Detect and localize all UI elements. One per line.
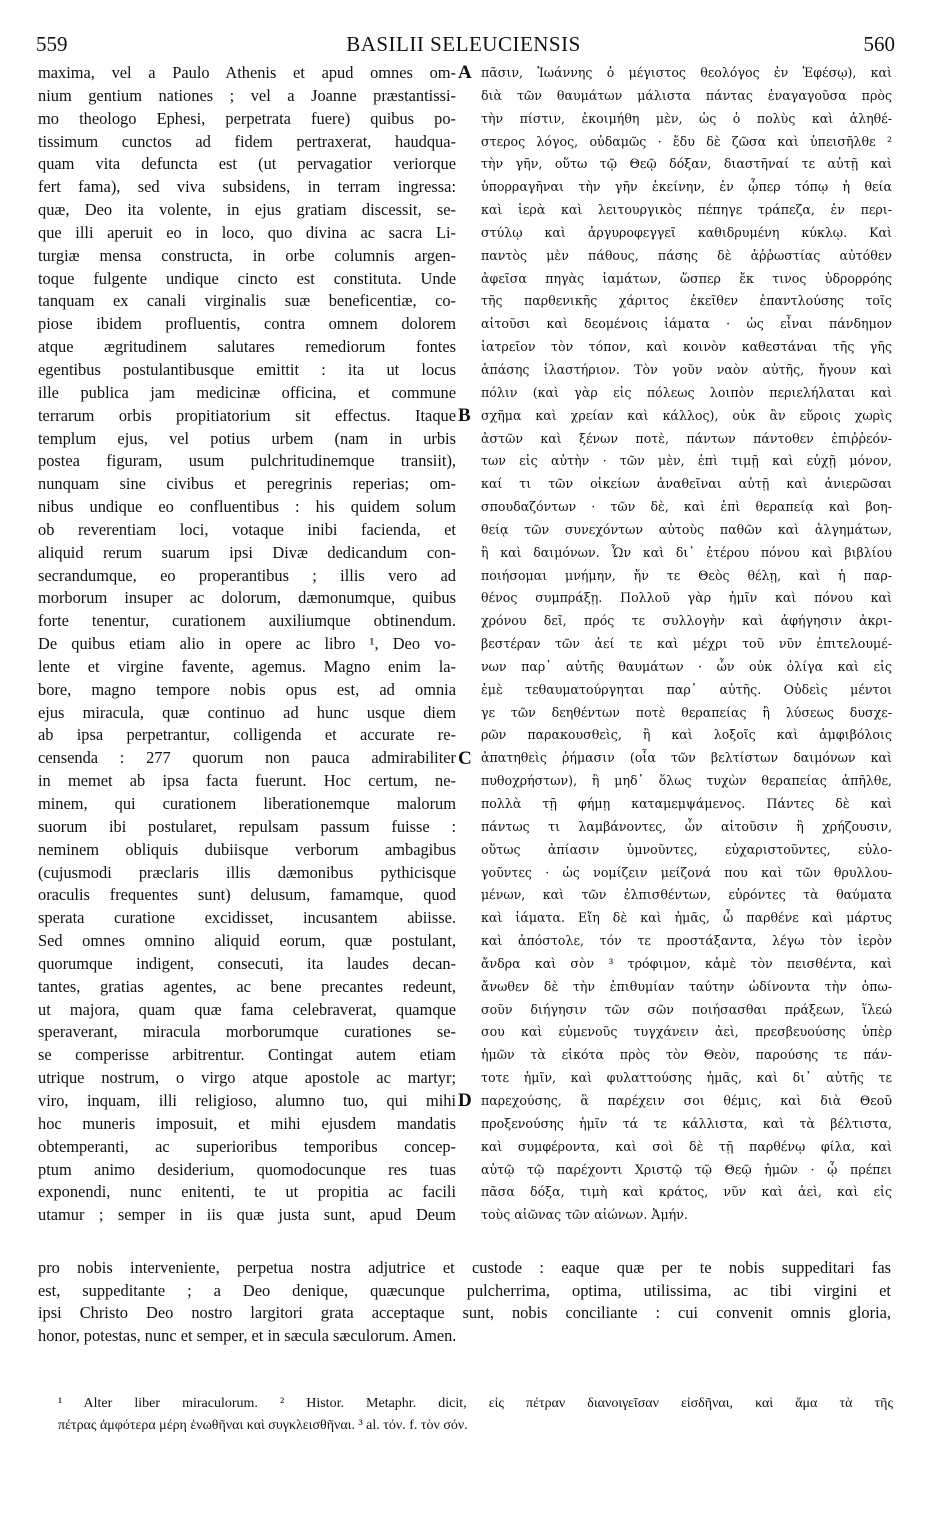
greek-text-line: οὕτως ἀπίασιν ὑμνοῦντες, εὐχαριστοῦντες, εὐλο- [481, 841, 892, 857]
greek-text-line: προξενούσης ἡμῖν τά τε κάλλιστα, καὶ τὰ βέλτιστα, [481, 1115, 892, 1131]
greek-text-line: σχῆμα καὶ χρείαν καὶ κάλλος), οὐκ ἂν εὕροις χωρὶς [481, 407, 892, 423]
margin-letter-d: D [458, 1090, 472, 1111]
latin-text-line: morborum insuper ac dolorum, dæmonumque, quibus [38, 588, 456, 608]
greek-text-line: ἀστῶν καὶ ξένων ποτὲ, πάντων πάντοθεν ἐπιῤῥεόν- [481, 430, 892, 446]
page-number-left: 559 [36, 32, 68, 56]
latin-text-line: censenda : 277 quorum non pauca admirabiliter [38, 748, 456, 768]
greek-text-line: ἄνδρα καὶ σὸν ³ τρόφιμον, κἀμὲ τὸν πεισθέντα, καὶ [481, 955, 892, 971]
footnote-line: ¹ Alter liber miraculorum. ² Histor. Metaphr. dicit, εἰς πέτραν διανοιγεῖσαν εἰσδῆναι, καὶ ἅμα τὰ τῆς [58, 1396, 893, 1411]
full-width-text-line: pro nobis interveniente, perpetua nostra adjutrice et custode : eaque quæ per te nobis suppeditari fas [38, 1258, 891, 1277]
latin-text-line: bore, magno tempore nobis opus est, ad omnia [38, 679, 456, 699]
footnotes [58, 1393, 893, 1437]
latin-text-line: nunquam sine civibus et peregrinis reperias; om- [38, 474, 456, 494]
latin-text-line: que illi aperuit eo in loco, quo divina ac sacra Li- [38, 222, 456, 242]
greek-text-line: πολλὰ τῇ φήμῃ καταμεμψάμενος. Πάντες δὲ καὶ [481, 796, 892, 811]
latin-text-line: quæ, Deo ita volente, in ejus gratiam discessit, se- [38, 200, 456, 220]
latin-text-line: turgiæ mensa constructa, in orbe columnis argen- [38, 245, 456, 265]
greek-text-line: καί τι τῶν οἰκείων ἀναθεῖναι αὐτῇ καὶ ἀνιερῶσαι [481, 476, 892, 492]
greek-text-line: παντὸς μὲν πάθους, πάσης δὲ ἀῤῥωστίας αὐτόθεν [481, 247, 892, 263]
margin-letter-c: C [458, 748, 472, 769]
latin-text-line: suorum ibi postularet, repulsam passum fuisse : [38, 816, 456, 836]
latin-text-line: minem, qui curationem liberationemque malorum [38, 794, 456, 813]
latin-text-line: ille publica jam medicinæ officina, et commune [38, 382, 456, 402]
greek-text-line: πᾶσα δόξα, τιμὴ καὶ κράτος, νῦν καὶ ἀεὶ, καὶ εἰς [481, 1184, 892, 1200]
greek-text-line: σπουδαζόντων · τῶν δὲ, καὶ ἐπὶ θεραπείᾳ καὶ βοη- [481, 499, 892, 515]
greek-text-line: καὶ ἰάματα. Εἴη δὲ καὶ ἡμᾶς, ὦ παρθένε καὶ μάρτυς [481, 910, 892, 926]
latin-text-line: lente et virgine favente, agemus. Magno enim la- [38, 656, 456, 676]
greek-text-line: τὴν πίστιν, ἐκοιμήθη μὲν, ὡς ὁ πολὺς καὶ ἀληθέ- [481, 110, 892, 126]
latin-text-line: Sed omnes omnino aliquid eorum, quæ postulant, [38, 931, 456, 951]
latin-text-line: postea figuram, usum pulchritudinemque transiit), [38, 451, 456, 471]
latin-text-line: obtemperanti, ac superioribus temporibus concep- [38, 1136, 456, 1156]
latin-text-line: fert fama), sed viva subsidens, in terram ingressa: [38, 177, 456, 197]
greek-text-line: καὶ συμφέροντα, καὶ σοὶ δὲ τῇ παρθένῳ φίλα, καὶ [481, 1138, 892, 1154]
latin-text-line: piose ibidem profluentis, contra omnem dolorem [38, 314, 456, 334]
latin-text-line: utamur ; semper in iis quæ justa sunt, apud Deum [38, 1205, 456, 1225]
latin-text-line: tanquam ex canali virginalis suæ beneficentiæ, co- [38, 291, 456, 311]
latin-text-line: nium gentium nationes ; vel a Joanne præstantissi- [38, 85, 456, 105]
latin-text-line: in memet ab ipsa facta fuerunt. Hoc certum, ne- [38, 771, 456, 791]
latin-text-line: ejus miracula, quæ continuo ad hunc usque diem [38, 702, 456, 722]
greek-text-line: ἡμῶν τὰ εἰκότα πρὸς τὸν Θεὸν, παρούσης τε πάν- [481, 1047, 892, 1063]
latin-text-line: viro, inquam, illi religioso, alumno tuo, qui mihi [38, 1090, 456, 1110]
greek-text-line: τῆς παρθενικῆς χάριτος ἐκεῖθεν ἐπαντλούσης τοῖς [481, 293, 892, 309]
full-width-paragraph [38, 1257, 891, 1347]
greek-text-line: καὶ ἀπόστολε, τόν τε προστάξαντα, λέγω τὸν ἱερὸν [481, 933, 892, 949]
full-width-text-line: ipsi Christo Deo nostro largitori grata acceptaque sunt, nobis conciliante : cui convenit omnis gloria, [38, 1303, 891, 1323]
greek-text-line: θείᾳ τῶν συνεχόντων αὐτοὺς παθῶν καὶ ἀλγημάτων, [481, 521, 892, 537]
latin-text-line: (cujusmodi præclaris illis dæmonibus pythicisque [38, 862, 456, 882]
greek-text-line: των εἰς αὐτὴν · τῶν μὲν, ἐπὶ τιμῇ καὶ εὐχῇ μόνον, [481, 453, 892, 469]
latin-text-line: terrarum orbis propitiatorium sit effectus. Itaque [38, 405, 456, 425]
greek-text-line: ὑπορραγῆναι τὴν γῆν ἐκείνην, ἐν ᾧπερ τόπῳ ἡ θεία [481, 179, 892, 195]
latin-text-line: atque ægritudinem salutares remediorum fontes [38, 337, 456, 357]
greek-text-line: διὰ τῶν θαυμάτων μάλιστα πάντας ἐναγαγοῦσα πρὸς [481, 87, 892, 103]
full-width-text-line: est, suppeditante ; a Deo denique, quæcunque pulcherrima, optima, utilissima, ac tibi virgini et [38, 1280, 891, 1300]
latin-text-line: tantes, gratias agentes, ac bene precantes redeunt, [38, 976, 456, 996]
latin-text-line: mo theologo Ephesi, perpetrata fuere) quibus po- [38, 108, 456, 128]
greek-text-line: χρόνου δεῖ, πρός τε συλλογὴν καὶ ἀφήγησιν ἀκρι- [481, 613, 892, 629]
greek-text-line: αὐτῷ τῷ παρέχοντι Χριστῷ τῷ Θεῷ ἡμῶν · ᾧ πρέπει [481, 1161, 892, 1177]
latin-text-line: tissimum cunctos ad fidem pertraxerat, haudqua- [38, 131, 456, 151]
latin-text-line: templum ejus, vel potius urbem (nam in urbis [38, 428, 456, 448]
latin-text-line: nibus undique eo confluentibus : his quidem solum [38, 497, 456, 517]
greek-text-line: νων παρ᾽ αὐτῆς θαυμάτων · ὧν οὐκ ὀλίγα καὶ εἰς [481, 658, 892, 674]
running-header [0, 32, 927, 56]
greek-text-line: ἐμὲ τεθαυματούργηται παρ᾽ αὐτῆς. Οὐδεὶς μέντοι [481, 681, 892, 697]
greek-text-line: τοὺς αἰῶνας τῶν αἰώνων. Ἀμήν. [481, 1207, 688, 1223]
greek-text-line: αἰτοῦσι καὶ δεομένοις ἰάματα · ὡς εἶναι πάνδημον [481, 316, 892, 332]
greek-text-line: καὶ ἱερὰ καὶ λειτουργικὸς πέπηγε τράπεζα, ἐν περι- [481, 202, 892, 218]
greek-text-line: ἄνωθεν δὲ τὴν ἐπιθυμίαν ταύτην ὠδίνοντα τὴν ὁπω- [481, 978, 892, 994]
greek-text-line: τοτε ἡμῖν, καὶ φυλαττούσης ἡμᾶς, καὶ δι᾽ αὐτῆς τε [481, 1070, 892, 1086]
greek-text-line: ἁπάσης ἱλαστήριον. Τὸν γοῦν ναὸν αὐτῆς, ἤγουν καὶ [481, 361, 892, 377]
latin-text-line: toque fulgente undique cincto est constituta. Unde [38, 268, 456, 288]
greek-text-line: ἢ καὶ δαιμόνων. Ὧν καὶ δι᾽ ἑτέρου πόνου καὶ βιβλίου [481, 544, 892, 560]
latin-text-line: sperata curatione excidisset, incusantem abiisse. [38, 908, 456, 928]
latin-text-line: speraverant, miracula morborumque curationes se- [38, 1022, 456, 1042]
page-number-right: 560 [863, 32, 895, 56]
latin-text-line: utrique nostrum, o virgo atque apostole ac martyr; [38, 1068, 456, 1088]
full-width-text-line: honor, potestas, nunc et semper, et in sæcula sæculorum. Amen. [38, 1325, 457, 1345]
running-title: BASILII SELEUCIENSIS [346, 32, 581, 56]
latin-text-line: quam vita defuncta est (ut pervagatior veriorque [38, 154, 456, 174]
greek-text-line: βεστέραν τῶν ἀεί τε καὶ μέχρι τοῦ νῦν ἐπιτελουμέ- [481, 636, 892, 652]
margin-letter-a: A [458, 62, 472, 83]
latin-text-line: ptum animo desiderium, quomodocunque res tuas [38, 1159, 456, 1179]
latin-text-line: neminem obliquis dubiisque verborum ambagibus [38, 839, 456, 859]
latin-text-line: hoc muneris imposuit, et mihi ejusdem mandatis [38, 1113, 456, 1133]
latin-text-line: oraculis frequentes sunt) delusum, famamque, quod [38, 885, 456, 905]
greek-text-line: ἀπατηθεὶς ῥήμασιν (οἷα τῶν βελτίστων δαιμόνων καὶ [481, 750, 892, 766]
greek-text-line: πάντως τι λαμβάνοντες, ὧν αἰτοῦσιν ἢ χρήζουσιν, [481, 818, 892, 834]
greek-text-line: ἀφεῖσα πηγὰς ἰαμάτων, ὥσπερ ἔκ τινος ὑδρορρόης [481, 270, 892, 286]
greek-text-line: τὴν γῆν, οὕτω τῷ Θεῷ δόξαν, διαστῆναί τε αὐτῇ καὶ [481, 156, 892, 172]
greek-text-line: στερος λόγος, οὐδαμῶς · ἔδυ δὲ ζῶσα καὶ ὑπεισῆλθε ² [481, 133, 892, 149]
greek-text-line: παρεχούσης, ἃ παρέχειν σοι θέμις, καὶ διὰ Θεοῦ [481, 1092, 892, 1108]
greek-column [481, 62, 892, 1227]
latin-text-line: ob reverentiam loci, votaque inibi facienda, et [38, 519, 456, 539]
greek-text-line: πυθοχρήστων), ἢ μηδ᾽ ὅλως τυχὼν θεραπείας ἀπῆλθε, [481, 773, 892, 789]
greek-text-line: ρῶν παρακουσθεὶς, ἢ καὶ λοξοῖς καὶ ἀμφιβόλοις [481, 727, 892, 743]
greek-text-line: θένος συμπράξῃ. Πολλοῦ γὰρ ἡμῖν καὶ πόνου καὶ [481, 590, 892, 606]
greek-text-line: στύλῳ καὶ ἀργυροφεγγεῖ καθιδρυμένη κύκλῳ. Καὶ [481, 224, 892, 240]
greek-text-line: μένων, καὶ τῶν ἐλπισθέντων, εὑρόντες τὰ θαύματα [481, 887, 892, 903]
greek-text-line: πᾶσιν, Ἰωάννης ὁ μέγιστος θεολόγος ἐν Ἐφέσῳ), καὶ [481, 65, 892, 80]
greek-text-line: γε τῶν δεηθέντων ποτὲ θεραπείας ἢ λύσεως δυσχε- [481, 704, 892, 720]
greek-text-line: γοῦντες · ὡς νομίζειν μείζονά που καὶ τῶν θρυλλου- [481, 864, 892, 880]
footnote-line: πέτρας ἀμφότερα μέρη ἑνωθῆναι καὶ συγκλεισθῆναι. ³ al. τόν. f. τὸν σόν. [58, 1418, 468, 1433]
latin-text-line: exponendi, nunc enitenti, te ut propitia ac facili [38, 1182, 456, 1202]
latin-text-line: se comperisse arbitrentur. Contingat autem etiam [38, 1045, 456, 1065]
latin-text-line: ab ipsa perpetrantur, colligenda et accurate re- [38, 725, 456, 745]
latin-text-line: forte tenentur, curationem auxiliumque obtinendum. [38, 611, 456, 631]
greek-text-line: ποιήσομαι μνήμην, ἤν τε Θεὸς θέλῃ, καὶ ἡ παρ- [481, 567, 892, 583]
margin-letter-b: B [458, 405, 471, 426]
greek-text-line: ἰατρεῖον τὸν τόπον, καὶ κοινὸν καθεστάναι τῆς γῆς [481, 339, 892, 355]
latin-text-line: De quibus etiam alio in opere ac libro ¹, Deo vo- [38, 634, 456, 654]
latin-text-line: aliquid rerum suarum ipsi Divæ dedicandum con- [38, 542, 456, 562]
latin-column [38, 62, 456, 1227]
greek-text-line: πόλιν (καὶ γὰρ εἰς πόλεως λοιπὸν περιελήλαται καὶ [481, 384, 892, 400]
latin-text-line: quorumque indigent, consecuti, ita laudes decan- [38, 953, 456, 973]
latin-text-line: egentibus postulantibusque emittit : ita ut locus [38, 359, 456, 379]
latin-text-line: ut majora, quam quæ fama celebraverat, quamque [38, 999, 456, 1019]
latin-text-line: secrandumque, eo properantibus ; illis vero ad [38, 565, 456, 585]
greek-text-line: σου καὶ εὐμενοῦς τυγχάνειν ἀεὶ, πρεσβευούσης ὑπὲρ [481, 1024, 892, 1040]
latin-text-line: maxima, vel a Paulo Athenis et apud omnes om- [38, 63, 456, 82]
greek-text-line: σοῦν διήγησιν τῶν σῶν ποιήσασθαι πράξεων, ἵλεώ [481, 1001, 892, 1017]
